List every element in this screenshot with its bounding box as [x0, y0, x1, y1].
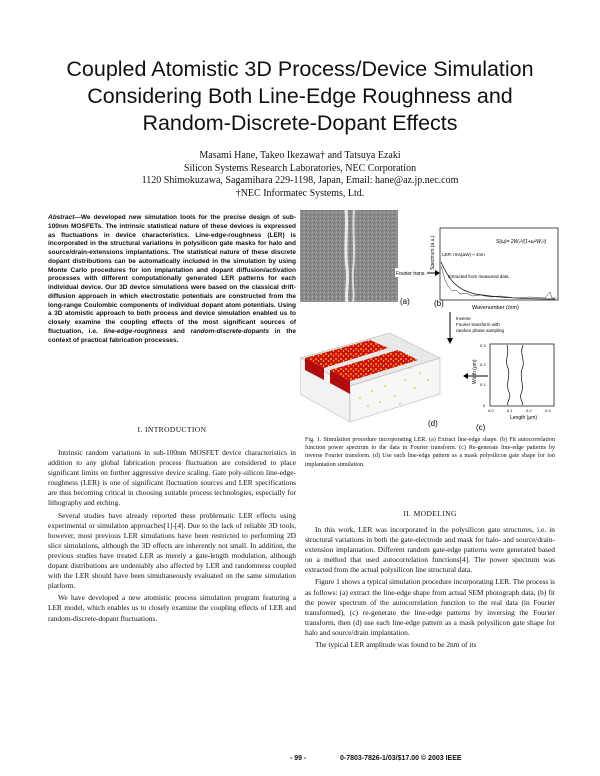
title-line-3: Random-Discrete-Dopant Effects [142, 111, 458, 135]
affiliation-1: Silicon Systems Research Laboratories, NEC Corporation [183, 162, 417, 174]
abstract-text-b: in the context of practical fabrication processes. [48, 327, 296, 344]
spectrum-formula: S(ω)= 2Wₓ²/(1+ω²Wₓ²) [496, 239, 547, 245]
y-tick-1: 0.1 [480, 382, 486, 387]
y-tick-2: 0.2 [480, 362, 486, 367]
section-heading-modeling: II. MODELING [403, 509, 457, 518]
section-introduction-body [48, 448, 296, 626]
fourier-label: Fourier trans. [396, 271, 426, 277]
abstract-text-a: We developed new simulation tools for the precise design of sub-100nm MOSFETs. The intrinsic statistical nature of these devices is expressed as fluctuations in device characteristics. Line-edge-roughness (LER) is incorporated in the structural variations in polysilicon gate masks for halo and source/drain-extensions implantations. The statistical nature of these discrete dopant distributions can be automatically included in the simulation by using Monte Carlo procedures for ion implantation and dopant diffusion/activation processes with different computationally generated LER patterns for each individual device. Our 3D device simulations were based on the classical drift-diffusion approach in which electrostatic potentials are constructed from the long-range Coulombic components of individual dopant atom potentials. Using a 3D atomistic approach to both process and device simulation enabled us to closely examine the coupling effects of the most significant sources of fluctuation, i.e. [48, 214, 296, 335]
abstract-italic-ler: line-edge-roughness [103, 327, 168, 335]
abstract-label: Abstract— [48, 214, 81, 221]
copyright-line: 0-7803-7826-1/03/$17.00 © 2003 IEEE [340, 755, 462, 762]
x-tick-0: 0.0 [488, 408, 494, 413]
figure-caption: Fig. 1. Simulation procedure incorporating LER. (a) Extract line-edge shape. (b) Fit autocorrelation function power spectrum to the data in Fourier transform. (c) Re-generate line-edge patterns by inverse Fourier transform. (d) Use each line-edge pattern as a mask polysilicon gate shape for ion implantation simulation. [305, 437, 555, 468]
modeling-paragraph-2: Figure 1 shows a typical simulation procedure incorporating LER. The process is as follows: (a) extract the line-edge shape from actual SEM photograph data, (b) fit the power spectrum of the autocorrelation function to the real data (in Fourier transformed), (c) re-generate the line-edge patterns by inversing the Fourier transform, then (d) use each line-edge pattern as a mask polysilicon gate shape for halo and source/drain implantation. [305, 577, 556, 637]
label-b: (b) [434, 299, 444, 308]
x-tick-2: 0.2 [526, 408, 532, 413]
sem-photo [300, 210, 398, 302]
wavenumber-label: Wavenumber (/nm) [472, 305, 519, 311]
label-c: (c) [476, 423, 486, 432]
cd-arrow-head [463, 373, 468, 379]
spectrum-panel [430, 228, 558, 311]
inverse-arrow-head [447, 338, 453, 344]
spectrum-ylabel: Spectrum (a.u.) [430, 235, 436, 270]
sem-line-edge [346, 210, 348, 302]
figure-1 [300, 208, 560, 433]
author-block [60, 150, 540, 200]
regenerated-edges-panel [472, 343, 554, 432]
width-label: Width (μm) [472, 359, 478, 384]
y-tick-0: 0 [483, 403, 486, 408]
x-tick-1: 0.1 [507, 408, 513, 413]
intro-paragraph-3: We have developed a new atomistic process simulation program featuring a LER model, which enables us to closely examine the coupling effects of LER and random-discrete-dopant fluctuations. [48, 593, 296, 623]
abstract [48, 214, 296, 345]
length-label: Length (μm) [510, 415, 538, 421]
paper-title [30, 56, 570, 137]
abstract-and: and [173, 327, 185, 335]
affiliation-3: †NEC Informatec Systems, Ltd. [235, 187, 365, 199]
spectrum-ler-note: LER: rms(ΔW) ≈ 4nm [442, 252, 485, 257]
label-d: (d) [428, 419, 438, 428]
device-3d-panel [300, 333, 440, 428]
inverse-line-3: random phase sampling [456, 328, 505, 333]
title-line-2: Considering Both Line-Edge Roughness and [87, 84, 513, 108]
inverse-arrow [447, 312, 505, 344]
intro-paragraph-2: Several studies have already reported these problematic LER effects using experimental or simulation approaches[1]-[4]. Due to the lack of reliable 3D tools, however, most previous LER simulations have been restricted to performing 2D slice simulations, although the 3D effects are inherently not small. In addition, the previous studies have treated LER as merely a gate-length modulation, although dopant distributions are undeniably also affected by LER and randomness coupled with the LER should have been simultaneously evaluated on the same simulation platform. [48, 510, 296, 591]
sem-image-panel [300, 210, 410, 306]
author-names: Masami Hane, Takeo Ikezawa† and Tatsuya Ezaki [199, 150, 401, 161]
section-heading-introduction: I. INTRODUCTION [137, 425, 207, 434]
spectrum-extracted-note: Extracted from measured data [448, 274, 509, 279]
page-number: - 99 - [290, 755, 307, 762]
y-tick-3: 0.3 [480, 343, 486, 348]
inverse-line-1: Inverse [456, 316, 471, 321]
intro-paragraph-1: Intrinsic random variations in sub-100nm MOSFET device characteristics in addition to any global fabrication process fluctuation are considered to place significant limits on further aggressive device scaling. Gate poly-silicon line-edge-roughness (LER) is one of significant fluctuation sources and LER specifications are thus becoming critical in choosing suitable process technologies, especially for lithography and etching. [48, 448, 296, 508]
abstract-italic-rdd: random-discrete-dopants [190, 327, 269, 335]
affiliation-2: 1120 Shimokuzawa, Sagamihara 229-1198, Japan, Email: hane@az.jp.nec.com [141, 175, 459, 186]
inverse-line-2: Fourier transform with [456, 322, 500, 327]
section-modeling-body [305, 525, 555, 652]
modeling-paragraph-1: In this work, LER was incorporated in the polysilicon gate structures, i.e. in structural variations in both the gate-electrode and mask for halo- and source/drain-extension implantation. Different random gate-edge patterns were generated based on a method that used autocorrelation functions[4]. The power spectrum was extracted from the actual polysilicon line structural data. [305, 525, 555, 575]
title-line-1: Coupled Atomistic 3D Process/Device Simulation [66, 57, 534, 81]
x-tick-3: 0.3 [545, 408, 551, 413]
modeling-paragraph-3: The typical LER amplitude was found to be 2nm of its [315, 640, 477, 650]
label-a: (a) [400, 297, 410, 306]
